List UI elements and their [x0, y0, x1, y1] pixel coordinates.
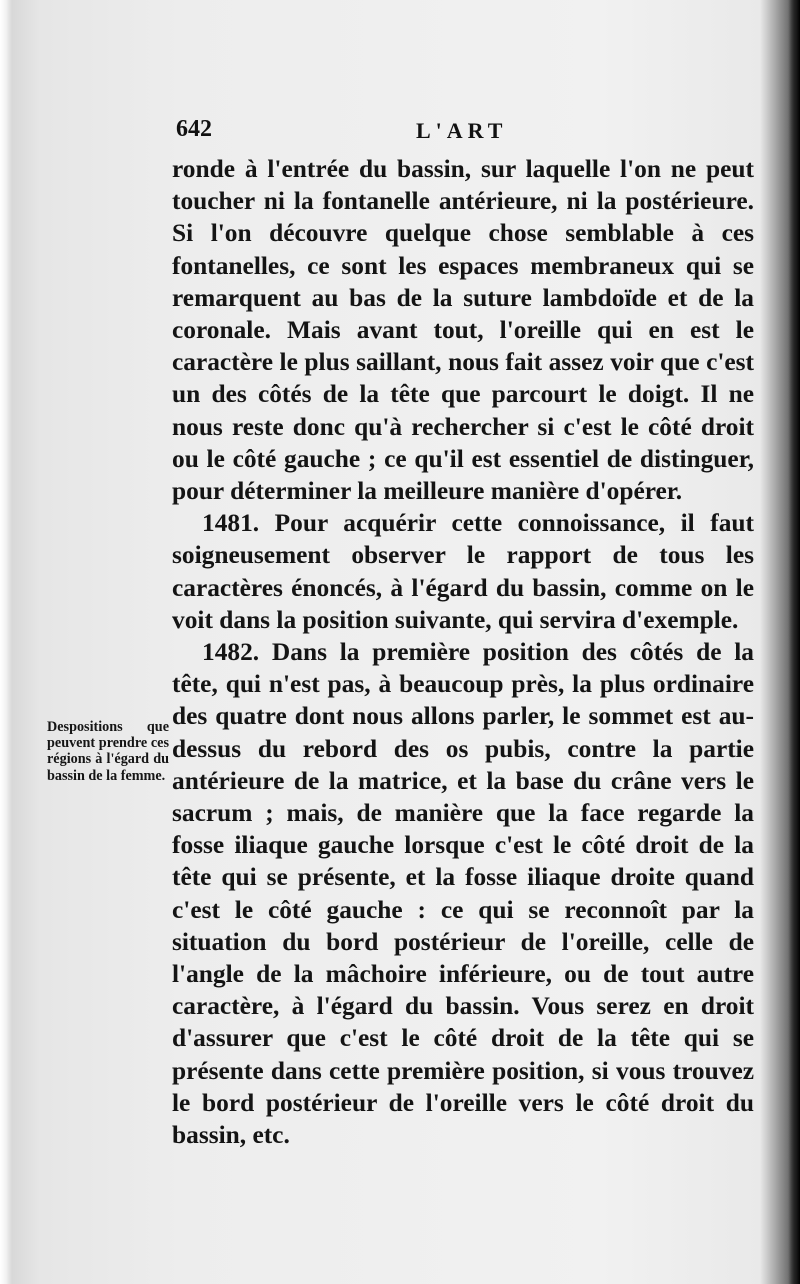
page-header: [170, 112, 770, 146]
page-left-shade: [0, 0, 12, 1284]
paragraph-continuation: ronde à l'entrée du bassin, sur laquelle l'on ne peut toucher ni la fontanelle antérieure, ni la postérieure. Si l'on découvre quelque chose semblable à ces fontanelles, ce sont les espaces membraneux qui se remarquent au bas de la suture lambdoïde et de la coronale. Mais avant tout, l'oreille qui en est le caractère le plus saillant, nous fait assez voir que c'est un des côtés de la tête que parcourt le doigt. Il ne nous reste donc qu'à rechercher si c'est le côté droit ou le côté gauche ; ce qu'il est essentiel de distinguer, pour déterminer la meilleure manière d'opérer.: [172, 155, 754, 506]
page-number: 642: [176, 116, 212, 142]
page-binding-shadow: [788, 0, 800, 1284]
running-head: L'ART: [416, 118, 508, 143]
body-text: [172, 153, 754, 1151]
paragraph-1482: 1482. Dans la première position des côtés de la tête, qui n'est pas, à beaucoup près, la plus ordinaire des quatre dont nous allons parler, le sommet est au-dessus du rebord des os pubis, contre la partie antérieure de la matrice, et la base du crâne vers le sacrum ; mais, de manière que la face regarde la fosse iliaque gauche lorsque c'est le côté droit de la tête qui se présente, et la fosse iliaque droite quand c'est le côté gauche : ce qui se reconnoît par la situation du bord postérieur de l'oreille, celle de l'angle de la mâchoire inférieure, ou de tout autre caractère, à l'égard du bassin. Vous serez en droit d'assurer que c'est le côté droit de la tête qui se présente dans cette première position, si vous trouvez le bord postérieur de l'oreille vers le côté droit du bassin, etc.: [172, 638, 754, 1150]
paragraph-1481: 1481. Pour acquérir cette connoissance, il faut soigneusement observer le rapport de tous les caractères énoncés, à l'égard du bassin, comme on le voit dans la position suivante, qui servira d'exemple.: [172, 509, 754, 634]
margin-note: Despositions que peuvent prendre ces régions à l'égard du bassin de la femme.: [47, 719, 169, 784]
